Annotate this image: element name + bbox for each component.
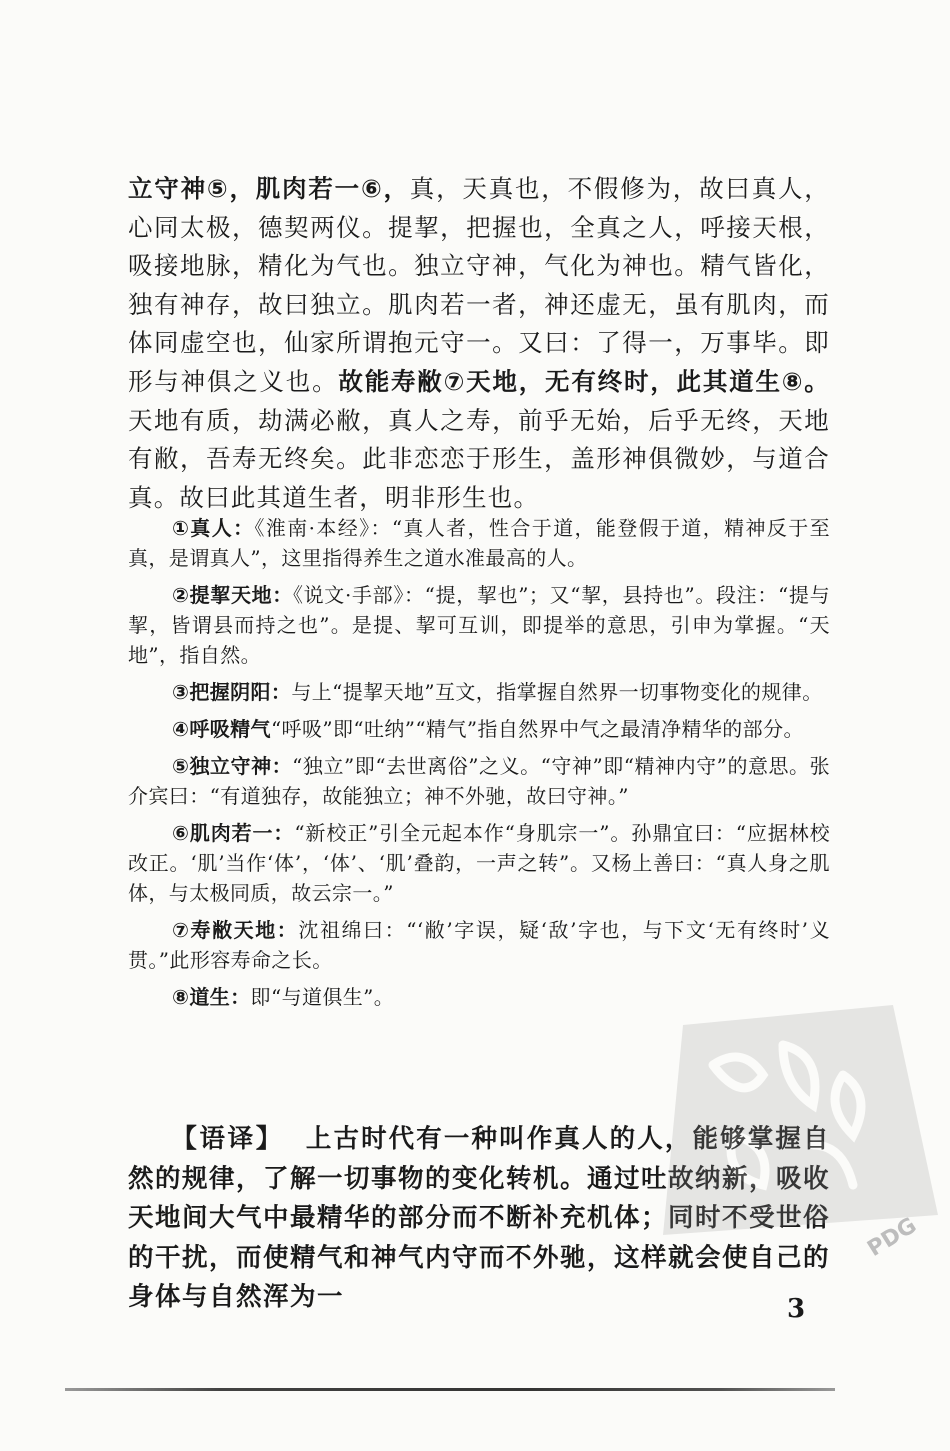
classic-text-bold: 故能寿敝⑦天地，无有终时，此其道生⑧。 [338,366,830,396]
annotation-item [128,915,830,975]
translation-section [128,1120,830,1318]
commentary-text [128,170,830,517]
annotation-text: “独立”即“去世离俗”之义。“守神”即“精神内守”的意思。张介宾曰：“有道独存，故能独立；神不外驰，故曰守神。” [128,754,830,808]
annotation-text: 即“与道俱生”。 [250,985,395,1009]
annotation-item [128,513,830,573]
classic-text-bold: 立守神⑤，肌肉若一⑥， [128,174,410,203]
annotation-item [128,751,830,811]
translation-label: 【语译】 [171,1124,284,1154]
page-number: 3 [787,1294,806,1324]
translation-paragraph [128,1120,830,1318]
annotations [128,513,830,1019]
annotation-text: “新校正”引全元起本作“身肌宗一”。孙鼎宜曰：“应据林校改正。‘肌’当作‘体’，‘体’、‘肌’叠韵，一声之转”。又杨上善曰：“真人身之肌体，与太极同质，故云宗一。” [128,821,830,905]
annotation-term: ①真人： [172,516,255,540]
annotation-text: 《说文·手部》：“提，挈也”；又“挈，县持也”。段注：“提与挈，皆谓县而持之也”。是提、挈可互训，即提举的意思，引申为掌握。“天地”，指自然。 [128,583,830,667]
commentary-paragraph [128,170,830,517]
annotation-item [128,982,830,1012]
annotation-item [128,714,830,744]
annotation-term: ⑦寿敝天地： [172,918,299,942]
annotation-term: ⑥肌肉若一： [172,821,295,845]
annotation-term: ⑧道生： [172,985,251,1009]
annotation-term: ④呼吸精气 [172,717,271,741]
commentary-text-run: 天地有质，劫满必敝，真人之寿，前乎无始，后乎无终，天地有敝，吾寿无终矣。此非恋恋于形生，盖形神俱微妙，与道合真。故曰此其道生者，明非形生也。 [128,405,830,512]
annotation-term: ⑤独立守神： [172,754,293,778]
annotation-term: ③把握阴阳： [172,680,292,704]
bottom-rule [65,1388,835,1391]
annotation-term: ②提挈天地： [172,583,293,607]
watermark-text: PDG [863,1213,922,1262]
commentary-text-run: 真，天真也，不假修为，故曰真人，心同太极，德契两仪。提挈，把握也，全真之人，呼接天根，吸接地脉，精化为气也。独立守神，气化为神也。精气皆化，独有神存，故曰独立。肌肉若一者，神还虚无，虽有肌肉，而体同虚空也，仙家所谓抱元守一。又曰：了得一，万事毕。即形与神俱之义也。 [128,174,831,396]
annotation-text: 沈祖绵曰：“‘敝’字误，疑‘敌’字也，与下文‘无有终时’义贯。”此形容寿命之长。 [128,918,830,972]
annotation-item [128,580,830,670]
annotation-item [128,677,830,707]
translation-text: 上古时代有一种叫作真人的人，能够掌握自然的规律，了解一切事物的变化转机。通过吐故纳新，吸收天地间大气中最精华的部分而不断补充机体；同时不受世俗的干扰，而使精气和神气内守而不外驰，这样就会使自己的身体与自然浑为一 [128,1124,831,1312]
annotation-text: 《淮南·本经》：“真人者，性合于道，能登假于道，精神反于至真，是谓真人”，这里指得养生之道水准最高的人。 [128,516,830,570]
annotation-text: “呼吸”即“吐纳”“精气”指自然界中气之最清净精华的部分。 [270,717,804,741]
annotation-item [128,818,830,908]
annotation-text: 与上“提挈天地”互文，指掌握自然界一切事物变化的规律。 [291,680,823,704]
